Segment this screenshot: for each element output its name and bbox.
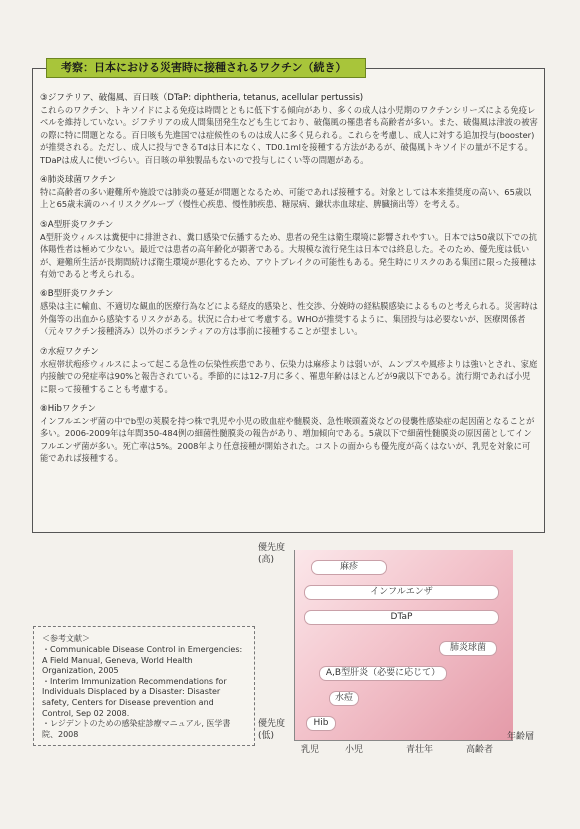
section-dtap [40, 92, 538, 166]
section-heading: ③ジフテリア、破傷風、百日咳（DTaP: diphtheria, tetanus, acellular pertussis) [40, 93, 364, 103]
section-body: A型肝炎ウィルスは糞便中に排泄され、糞口感染で伝播するため、患者の発生は衛生環境に影響されやすい。日本では50歳以下での抗体陽性者は極めて少ない。最近では患者の高年齢化が顕著である。大規模な流行発生は日本では終息した。そのため、優先度は低いが、避難所生活が長期間続けば衛生環境が悪化するため、アウトブレイクの可能性もある。発生時にリスクのある集団に限った接種は有効であると考えられる。 [40, 231, 537, 280]
priority-bar: インフルエンザ [304, 585, 499, 600]
section-heading: ⑤A型肝炎ワクチン [40, 219, 114, 230]
vaccine-sections [40, 92, 538, 473]
priority-bar: 肺炎球菌 [439, 641, 497, 656]
section-heading: ⑥B型肝炎ワクチン [40, 289, 114, 300]
section-hib [40, 403, 538, 465]
y-axis-label-low: 優先度 (低) [258, 719, 286, 741]
section-body: インフルエンザ菌の中でb型の莢膜を持つ株で乳児や小児の敗血症や髄膜炎、急性喉頭蓋炎などの侵襲性感染症の起因菌となることが多い。2006-2009年は年間350-484例の細菌性髄膜炎の報告があり、増加傾向である。5歳以下で細菌性髄膜炎の原因菌としてインフルエンザ菌が多い。死亡率は5%。2008年より任意接種が開始された。コストの面からも優先度が高くはないが、乳児を対象に可能であれば接種する。 [40, 415, 535, 464]
priority-bar: 麻疹 [311, 560, 387, 575]
section-heading: ⑦水痘ワクチン [40, 346, 99, 357]
x-tick-label: 青壮年 [406, 745, 434, 755]
x-tick-label: 乳児 [301, 745, 320, 755]
x-tick-label: 小児 [345, 745, 364, 755]
section-heading: ⑧Hibワクチン [40, 403, 96, 414]
priority-chart-area [294, 550, 513, 741]
y-axis-label-high: 優先度 (高) [258, 543, 286, 565]
section-body: 特に高齢者の多い避難所や施設では肺炎の蔓延が問題となるため、可能であれば接種する。対象としては本来推奨度の高い、65歳以上と65歳未満のハイリスクグループ（慢性心疾患、慢性肺疾患、糖尿病、鎌状赤血球症、脾臓摘出等）を考える。 [40, 187, 532, 210]
x-axis-label: 年齢層 [507, 732, 535, 742]
section-body: 水痘帯状疱疹ウィルスによって起こる急性の伝染性疾患であり、伝染力は麻疹よりは弱いが、ムンプスや風疹よりは強いとされ、家庭内接触での発症率は90%と報告されている。季節的には12-7月に多く、罹患年齢はほとんどが9歳以下である。流行期であれば小児に限って接種することも考慮する。 [40, 358, 538, 394]
references-box [33, 626, 255, 746]
section-body: 感染は主に輸血、不適切な観血的医療行為などによる経皮的感染と、性交渉、分娩時の経粘膜感染によるものと考えられる。災害時は外傷等の出血から感染するリスクがある。状況に合わせて考慮する。WHOが推奨するように、集団投与は必要ないが、医療関係者（元々ワクチン接種済み）以外のボランティアの方は事前に接種することが望ましい。 [40, 301, 538, 337]
priority-bar: 水痘 [329, 691, 359, 706]
priority-bar: DTaP [304, 610, 499, 625]
reference-item: ・Interim Immunization Recommendations for Individuals Displaced by a Disaster: Disaster safety, Centers for Disease prevention and Control, Sep 02 2008. [42, 676, 227, 718]
priority-bar: Hib [306, 716, 336, 731]
section-varicella [40, 346, 538, 395]
reference-item: ・Communicable Disease Control in Emergencies: A Field Manual, Geneva, World Health Organization, 2005 [42, 645, 243, 676]
references-title: ＜参考文献＞ [42, 634, 90, 643]
section-body: これらのワクチン、トキソイドによる免疫は時間とともに低下する傾向があり、多くの成人は小児期のワクチンシリーズによる免疫レベルを維持していない。ジフテリアの成人間集団発生なども生じており、破傷風の罹患者も高齢者が多い。また、破傷風は津波の被害の際に特に問題となる。百日咳も先進国では症候性のものは成人に多く見られる。これらを考慮し、成人に対する追加投与(booster)が推奨される。ただし、成人に投与できるTdは日本になく、TD0.1mlを接種する方法があるが、破傷風トキソイドの量が不足する。TDaPは成人に使いづらい。百日咳の単独製品もないので投与しにくい等の問題がある。 [40, 105, 538, 165]
x-tick-label: 高齢者 [466, 745, 494, 755]
section-hepatitis-b [40, 288, 538, 337]
section-pneumococcal [40, 174, 538, 211]
section-heading: ④肺炎球菌ワクチン [40, 175, 117, 186]
section-hepatitis-a [40, 219, 538, 281]
reference-item: ・レジデントのための感染症診療マニュアル, 医学書院、2008 [42, 719, 231, 739]
section-title: 考察：日本における災害時に接種されるワクチン（続き） [46, 58, 366, 78]
priority-bar: A,B型肝炎（必要に応じて） [319, 666, 447, 681]
